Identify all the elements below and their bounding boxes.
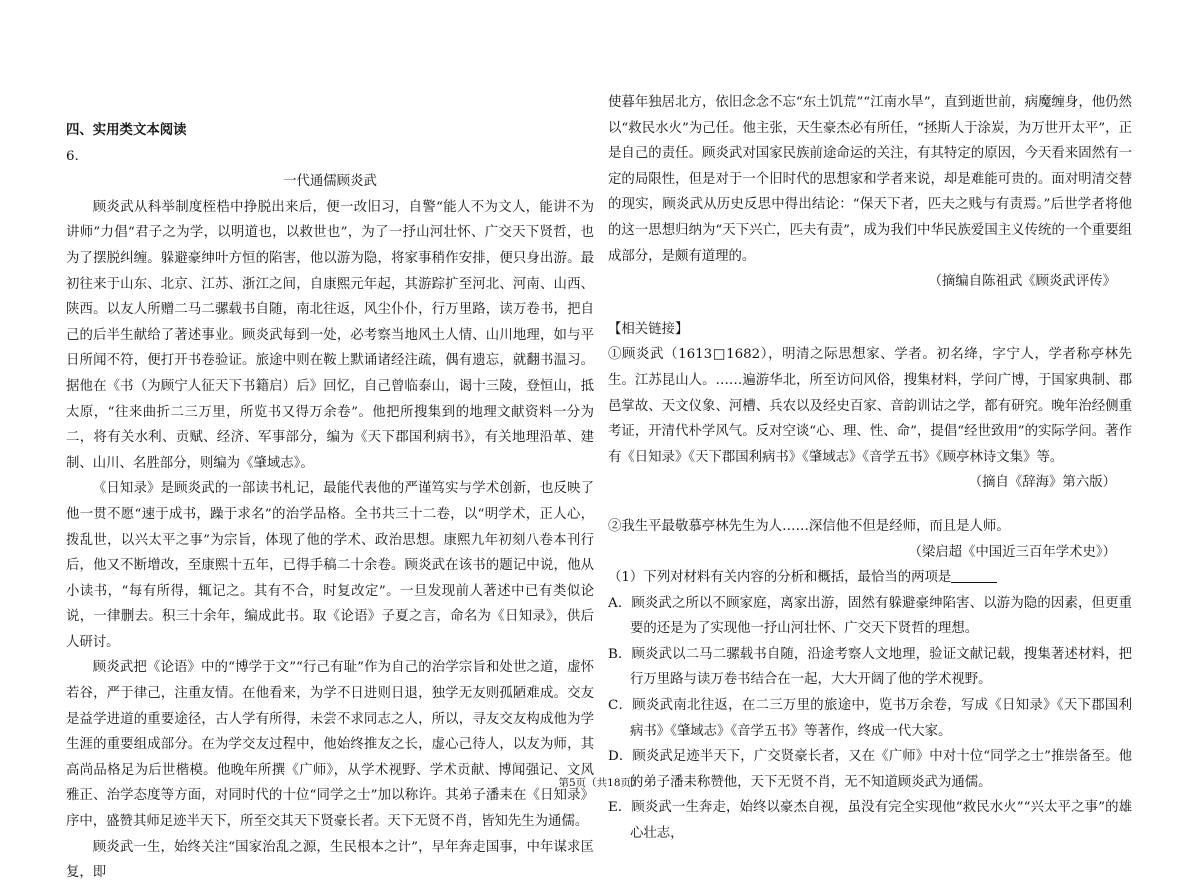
related-link-1: ①顾炎武（1613□1682），明清之际思想家、学者。初名绛，字宁人，学者称亭林先生。江苏昆山人。……遍游华北，所至访问风俗，搜集材料，学问广博，于国家典制、郡邑掌故、天文仪象、河槽、兵农以及经史百家、音韵训诂之学，都有研究。晚年治经侧重考证，开清代朴学风气。反对空谈“心、理、性、命”，提倡“经世致用”的实际学问。著作有《日知录》《天下郡国利病书》《肇域志》《音学五书》《顾亭林诗文集》等。 [608,347,1132,465]
option-e: E．顾炎武一生奔走，始终以豪杰自视，虽没有完全实现他“救民水火”“兴太平之事”的雄心壮志， [608,800,1132,842]
right-column [608,90,1132,847]
article-paragraph-1: 顾炎武从科举制度桎梏中挣脱出来后，便一改旧习，自警“能人不为文人，能讲不为讲师”力倡“君子之为学，以明道也，以救世也”，为了一抒山河壮怀、广交天下贤哲，也为了摆脱纠缠。躲避豪绅叶方恒的陷害，他以游为隐，将家事稍作安排，便只身出游。最初往来于山东、北京、江苏、浙江之间，自康熙元年起，其游踪扩至河北、河南、山西、陕西。以友人所赠二马二骡载书自随，南北往返，风尘仆仆，行万里路，读万卷书，把自己的后半生献给了著述事业。顾炎武每到一处，必考察当地风土人情、山川地理，如与平日所闻不符，便打开书卷验证。旅途中则在鞍上默诵诸经注疏，偶有遗忘，就翻书温习。据他在《书（为顾宁人征天下书籍启）后》回忆，自己曾临泰山，谒十三陵，登恒山，抵太原，“往来曲折二三万里，所览书又得万余卷”。他把所搜集到的地理文献资料一分为二，将有关水利、贡赋、经济、军事部分，编为《天下郡国利病书》，有关地理沿革、建制、山川、名胜部分，则编为《肇域志》。 [66,199,594,471]
related-links-title: 【相关链接】 [608,321,689,337]
article-continuation: 使暮年独居北方，依旧念念不忘“东土饥荒”“江南水旱”，直到逝世前，病魔缠身，他仍然以“救民水火”为己任。他主张，天生豪杰必有所任，“拯斯人于涂炭，为万世开太平”，正是自己的责任。顾炎武对国家民族前途命运的关注，有其特定的原因，今天看来固然有一定的局限性，但是对于一个旧时代的思想家和学者来说，却是难能可贵的。面对明清交替的现实，顾炎武从历史反思中得出结论：“保天下者，匹夫之贱与有责焉。”后世学者将他的这一思想归纳为“天下兴亡，匹夫有责”，成为我们中华民族爱国主义传统的一个重要组成部分，是颇有道理的。 [608,95,1132,264]
option-c: C．顾炎武南北往返，在二三万里的旅途中，览书万余卷，写成《日知录》《天下郡国利病书》《肇域志》《音学五书》等著作，终成一代大家。 [608,698,1132,739]
article-title: 一代通儒顾炎武 [283,174,377,190]
article-paragraph-4: 顾炎武一生，始终关注“国家治乱之源，生民根本之计”，早年奔走国事，中年谋求匡复，即 [66,839,594,881]
related-link-1-source: （摘自《辞海》第六版） [968,475,1116,491]
related-link-2-source: （梁启超《中国近三百年学术史》） [908,544,1116,560]
article-source: （摘编自陈祖武《顾炎武评传》 [928,274,1116,290]
article-paragraph-3: 顾炎武把《论语》中的“博学于文”“行己有耻”作为自己的治学宗旨和处世之道，虚怀若谷，严于律己，注重友情。在他看来，为学不日进则日退，独学无友则孤陋难成。交友是益学进道的重要途径，古人学有所得，未尝不求同志之人，所以，寻友交友构成他为学生涯的重要组成部分。在为学交友过程中，他始终推友之长，虚心己待人，以友为师，其高尚品格足为后世楷模。他晚年所撰《广师》，从学术视野、学术贡献、博闻强记、文风雅正、治学态度等方面，对同时代的十位“同学之士”加以称许。其弟子潘耒在《日知录》序中，盛赞其师足迹半天下，所至交其天下贤豪长者。天下无贤不肖，皆知先生为通儒。 [66,660,594,830]
option-a: A．顾炎武之所以不顾家庭，离家出游，固然有躲避豪绅陷害、以游为隐的因素，但更重要的还是为了实现他一抒山河壮怀、广交天下贤哲的理想。 [608,595,1132,637]
related-link-2: ②我生平最敬慕亭林先生为人……深信他不但是经师，而且是人师。 [608,518,1010,534]
option-b: B．顾炎武以二马二骡载书自随，沿途考察人文地理，验证文献记载，搜集著述材料，把行万里路与读万卷书结合在一起，大大开阔了他的学术视野。 [608,646,1132,688]
page-footer: 第5页（共18页） [558,777,642,789]
question-number: 6. [66,148,79,164]
article-paragraph-2: 《日知录》是顾炎武的一部读书札记，最能代表他的严谨笃实与学术创新，也反映了他一贯不愿“速于成书，躁于求名”的治学品格。全书共三十二卷，以“明学术，正人心，拨乱世，以兴太平之事”为宗旨，体现了他的学术、政治思想。康熙九年初刻八卷本刊行后，他又不断增改，至康熙十五年，已得手稿二十余卷。顾炎武在该书的题记中说，他从小读书，“每有所得，辄记之。其有不合，时复改定”。一旦发现前人著述中已有类似论说，一律删去。积三十余年，编成此书。取《论语》子夏之言，命名为《日知录》，供后人研讨。 [66,481,594,650]
answer-blank[interactable] [951,568,997,583]
option-d: D．顾炎武足迹半天下，广交贤豪长者，又在《广师》中对十位“同学之士”推崇备至。他的弟子潘耒称赞他，天下无贤不肖，无不知道顾炎武为通儒。 [608,749,1132,790]
left-column [66,90,594,886]
question-1-text: （1）下列对材料有关内容的分析和概括，最恰当的两项是 [608,570,952,586]
question-1 [608,565,1132,591]
section-title: 四、实用类文本阅读 [66,123,187,138]
